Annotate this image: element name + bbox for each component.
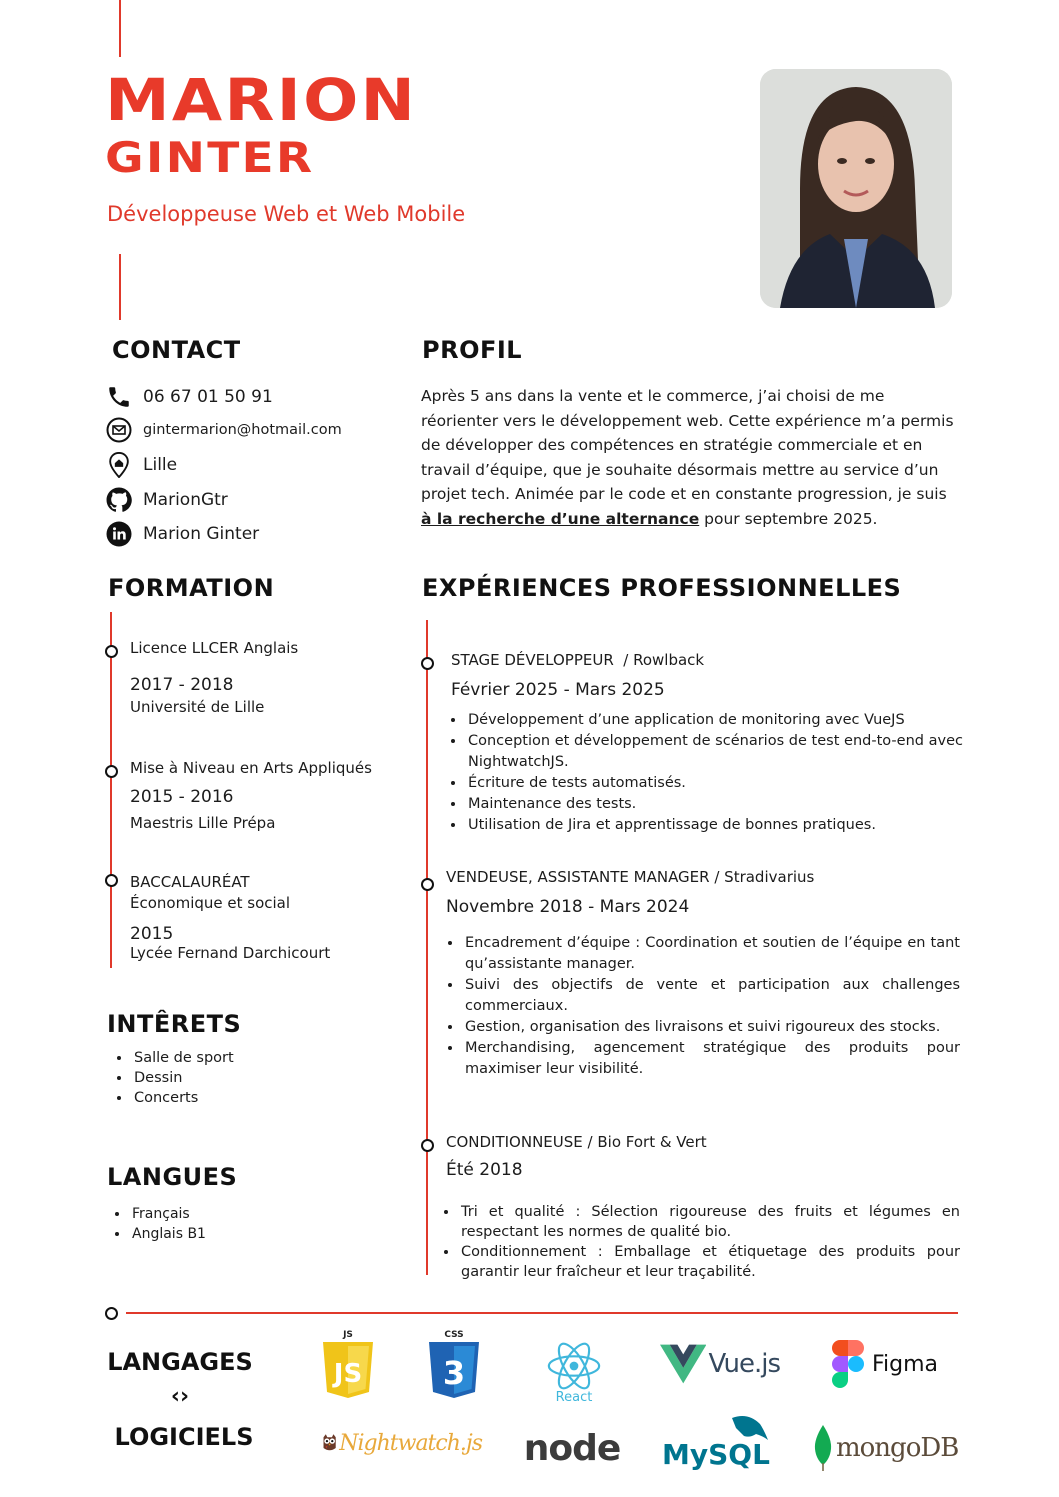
vue-logo — [660, 1344, 780, 1384]
skills-dot — [105, 1307, 118, 1320]
experience-dot-2 — [421, 878, 434, 891]
last-name: GINTER — [105, 133, 315, 182]
nightwatch-logo-text: Nightwatch.js — [339, 1430, 482, 1456]
mysql-logo — [660, 1410, 778, 1470]
formation-degree-1: Licence LLCER Anglais — [130, 639, 299, 657]
linkedin-icon — [105, 520, 133, 548]
skills-divider — [126, 1312, 958, 1314]
formation-title: FORMATION — [108, 574, 275, 602]
github-username[interactable]: MarionGtr — [143, 490, 228, 510]
react-logo — [540, 1336, 608, 1408]
svg-text:JS: JS — [343, 1330, 353, 1340]
skills-title-bottom: LOGICIELS — [114, 1423, 254, 1451]
formation-dates-1: 2017 - 2018 — [130, 675, 234, 695]
profil-title: PROFIL — [422, 336, 523, 364]
contact-github — [105, 486, 228, 514]
formation-dot-1 — [105, 645, 118, 658]
formation-dates-3: 2015 — [130, 924, 174, 944]
node-logo-text: node — [523, 1427, 621, 1469]
formation-timeline — [110, 612, 112, 968]
experience-bullet: • Conditionnement : Emballage et étiquetage des produits pour garantir leur fraîcheur et leur traçabilité. — [459, 1242, 960, 1282]
location-icon — [105, 451, 133, 479]
mysql-logo-text: MySQL — [662, 1438, 770, 1470]
figma-logo-text: Figma — [872, 1351, 939, 1377]
job-title: Développeuse Web et Web Mobile — [107, 202, 466, 226]
javascript-logo — [320, 1328, 376, 1400]
interet-item: • Dessin — [132, 1068, 234, 1088]
skills-title-top: LANGAGES — [107, 1348, 253, 1376]
experience-bullets-2 — [443, 933, 960, 1080]
profil-text-after: pour septembre 2025. — [699, 509, 878, 528]
experience-bullet: • Conception et développement de scénarios de test end-to-end avec NightwatchJS. — [466, 731, 963, 773]
phone-number[interactable]: 06 67 01 50 91 — [143, 387, 273, 407]
experience-bullets-3 — [439, 1202, 960, 1282]
profil-highlight: à la recherche d’une alternance — [421, 509, 700, 528]
experience-bullets-1 — [446, 710, 963, 836]
profil-text-before: Après 5 ans dans la vente et le commerce, j’ai choisi de me réorienter vers le développement web. Cette expérience m’a permis de développer des compétences en stratégie commerciale et en travail d’équipe, que je souhaite désormais mettre au service d’un projet tech. Animée par le code et en constante progression, je suis — [421, 387, 954, 504]
langues-title: LANGUES — [107, 1163, 238, 1191]
experience-role-1: STAGE DÉVELOPPEUR / Rowlback — [451, 651, 705, 669]
experience-role-2: VENDEUSE, ASSISTANTE MANAGER / Stradivarius — [446, 868, 815, 886]
formation-school-3: Lycée Fernand Darchicourt — [130, 944, 331, 962]
interet-item: • Concerts — [132, 1088, 234, 1108]
experience-dot-1 — [421, 657, 434, 670]
mail-icon — [105, 416, 133, 444]
css-logo — [426, 1328, 482, 1400]
experience-bullet: • Encadrement d’équipe : Coordination et soutien de l’équipe en tant qu’assistante manager. — [463, 933, 960, 975]
interets-list — [112, 1048, 234, 1108]
svg-text:3: 3 — [442, 1354, 466, 1392]
nightwatch-logo — [322, 1414, 482, 1472]
profile-photo — [760, 69, 952, 308]
email-address[interactable]: gintermarion@hotmail.com — [143, 422, 342, 438]
city-name: Lille — [143, 455, 178, 475]
experience-bullet: • Gestion, organisation des livraisons et suivi rigoureux des stocks. — [463, 1017, 960, 1038]
mongodb-logo — [814, 1424, 970, 1472]
figma-logo — [832, 1340, 942, 1388]
top-accent-line — [119, 0, 121, 57]
formation-school-1: Université de Lille — [130, 698, 265, 716]
formation-degree-2: Mise à Niveau en Arts Appliqués — [130, 759, 372, 777]
contact-city — [105, 451, 177, 479]
vue-logo-text: Vue.js — [708, 1349, 780, 1379]
profil-text — [421, 384, 956, 532]
node-logo — [524, 1426, 620, 1470]
experience-bullet: • Suivi des objectifs de vente et participation aux challenges commerciaux. — [463, 975, 960, 1017]
experience-bullet: • Utilisation de Jira et apprentissage de bonnes pratiques. — [466, 815, 963, 836]
experience-dot-3 — [421, 1139, 434, 1152]
formation-dates-2: 2015 - 2016 — [130, 787, 234, 807]
experience-bullet: • Maintenance des tests. — [466, 794, 963, 815]
skills-separator: ‹› — [170, 1384, 190, 1409]
javascript-logo-text: JS — [333, 1359, 363, 1389]
experiences-title: EXPÉRIENCES PROFESSIONNELLES — [422, 574, 902, 602]
contact-title: CONTACT — [112, 336, 241, 364]
linkedin-name[interactable]: Marion Ginter — [143, 524, 260, 544]
contact-phone — [105, 383, 273, 411]
formation-degree-3: BACCALAURÉAT — [130, 873, 250, 891]
experience-bullet: • Développement d’une application de monitoring avec VueJS — [466, 710, 963, 731]
github-icon — [105, 486, 133, 514]
langue-item: • Français — [130, 1204, 206, 1224]
experience-bullet: • Merchandising, agencement stratégique des produits pour maximiser leur visibilité. — [463, 1038, 960, 1080]
contact-email — [105, 416, 342, 444]
formation-subtitle-3: Économique et social — [130, 894, 291, 912]
phone-icon — [105, 383, 133, 411]
css-logo-text: CSS — [444, 1330, 464, 1340]
experience-bullet: • Écriture de tests automatisés. — [466, 773, 963, 794]
langue-item: • Anglais B1 — [130, 1224, 206, 1244]
formation-dot-3 — [105, 874, 118, 887]
formation-dot-2 — [105, 765, 118, 778]
experience-dates-3: Été 2018 — [446, 1160, 523, 1180]
experience-bullet: • Tri et qualité : Sélection rigoureuse des fruits et légumes en respectant les normes de qualité bio. — [459, 1202, 960, 1242]
experience-timeline — [426, 620, 428, 1275]
react-logo-text: React — [555, 1389, 593, 1405]
mongodb-logo-text: mongoDB — [836, 1433, 959, 1463]
langues-list — [110, 1204, 206, 1244]
header-accent-line — [119, 254, 121, 320]
interets-title: INTÊRETS — [107, 1010, 242, 1038]
experience-dates-2: Novembre 2018 - Mars 2024 — [446, 897, 690, 917]
interet-item: • Salle de sport — [132, 1048, 234, 1068]
first-name: MARION — [105, 66, 418, 134]
experience-role-3: CONDITIONNEUSE / Bio Fort & Vert — [446, 1133, 707, 1151]
experience-dates-1: Février 2025 - Mars 2025 — [451, 680, 665, 700]
formation-school-2: Maestris Lille Prépa — [130, 814, 276, 832]
contact-linkedin — [105, 520, 259, 548]
